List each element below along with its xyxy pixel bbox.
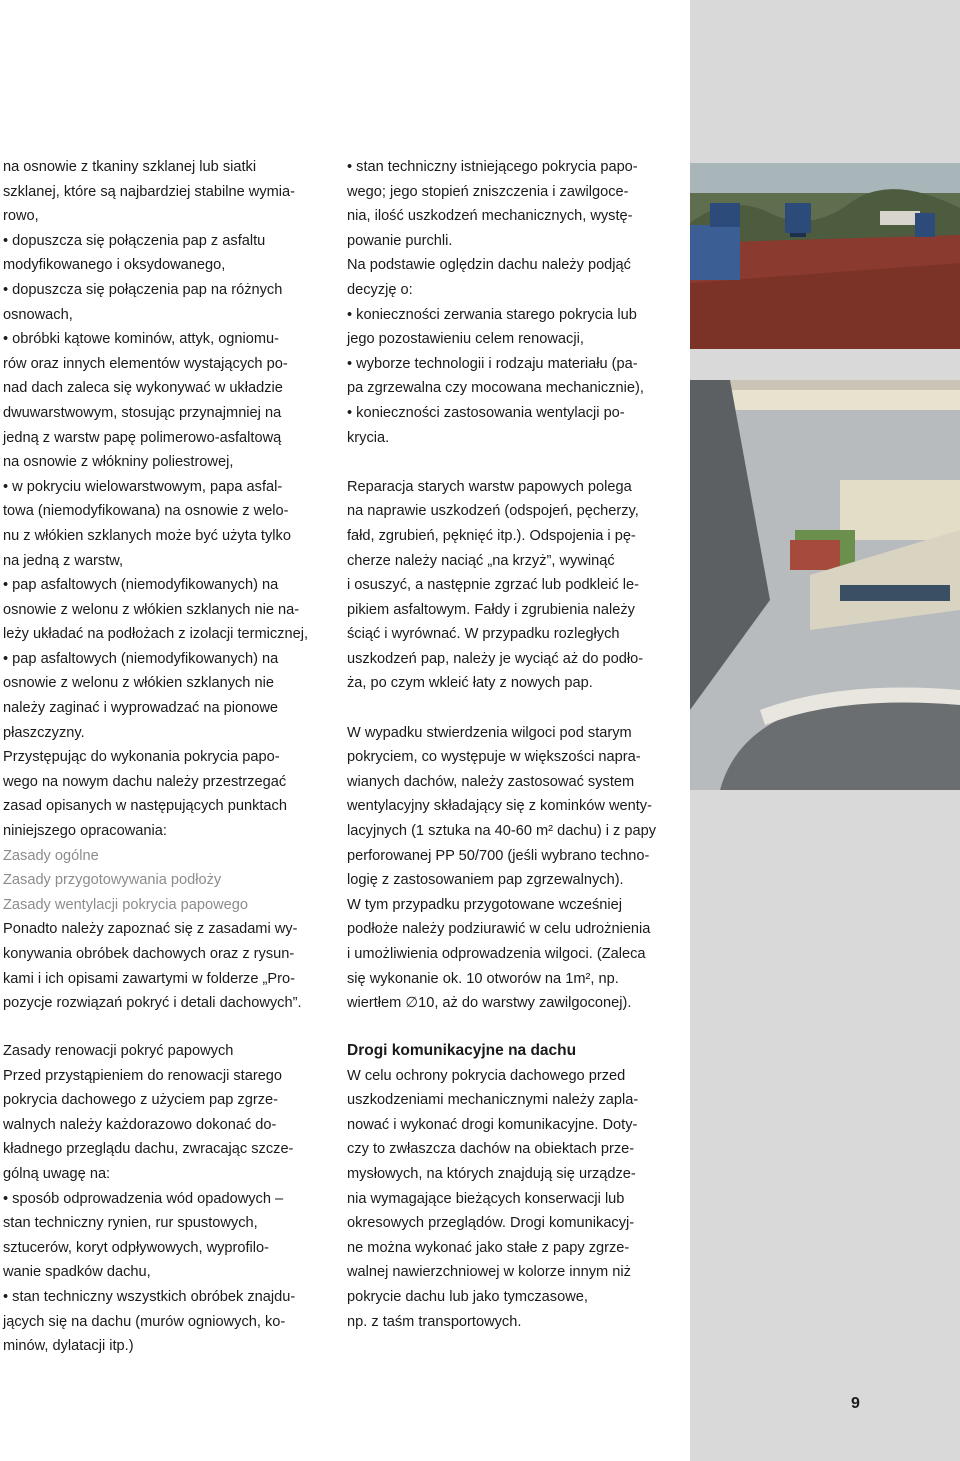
text-line: niniejszego opracowania: [3, 823, 167, 840]
text-line: wanie spadków dachu, [3, 1264, 151, 1281]
text-line: na osnowie z tkaniny szklanej lub siatki [3, 159, 257, 175]
text-line: rowo, [3, 208, 39, 225]
text-line: nia wymagające bieżących konserwacji lub [347, 1190, 625, 1207]
text-line: perforowanej PP 50/700 (jeśli wybrano techno- [347, 847, 650, 864]
text-line: jedną z warstw papę polimerowo-asfaltową [3, 429, 282, 446]
text-line: konywania obróbek dachowych oraz z rysun- [3, 946, 295, 962]
text-line: rów oraz innych elementów wystających po- [3, 355, 288, 372]
text-line: • stan techniczny wszystkich obróbek znajdu- [3, 1288, 296, 1305]
roof-vents-photo [690, 163, 960, 349]
text-line: na jedną z warstw, [3, 552, 124, 569]
text-line: walnych należy każdorazowo dokonać do- [3, 1116, 277, 1133]
text-line: lacyjnych (1 sztuka na 40-60 m² dachu) i z papy [347, 823, 657, 840]
text-line: nować i wykonać drogi komunikacyjne. Doty- [347, 1116, 638, 1133]
text-line: pa zgrzewalna czy mocowana mechanicznie), [347, 380, 644, 397]
text-line: osnowie z welonu z włókien szklanych nie [3, 675, 274, 692]
text-line: jego pozostawieniu celem renowacji, [347, 331, 584, 348]
text-line: dwuwarstwowym, stosując przynajmniej na [3, 404, 282, 421]
text-line: towa (niemodyfikowana) na osnowie z welo- [3, 503, 289, 520]
text-line: • stan techniczny istniejącego pokrycia papo- [347, 159, 638, 175]
text-line: W wypadku stwierdzenia wilgoci pod starym [347, 724, 632, 741]
text-line: • pap asfaltowych (niemodyfikowanych) na [3, 650, 279, 667]
text-line: pokryciem, co występuje w większości napra- [347, 749, 641, 766]
text-line: na naprawie uszkodzeń (odspojeń, pęcherzy, [347, 503, 639, 520]
text-line: mysłowych, na których znajdują się urządze- [347, 1165, 636, 1182]
text-line: np. z taśm transportowych. [347, 1313, 522, 1330]
text-line: • konieczności zerwania starego pokrycia lub [347, 306, 637, 323]
text-line: należy zaginać i wyprowadzać na pionowe [3, 700, 279, 717]
text-line: podłoże należy podziurawić w celu udrożnienia [347, 921, 651, 938]
text-line: Na podstawie oględzin dachu należy podjąć [347, 257, 631, 274]
text-line: uszkodzeniami mechanicznymi należy zapla- [347, 1092, 639, 1109]
text-line: okresowych przeglądów. Drogi komunikacyj- [347, 1215, 635, 1232]
text-line: płaszczyzny. [3, 724, 85, 741]
section-link: Zasady ogólne [3, 847, 99, 864]
text-line: • w pokryciu wielowarstwowym, papa asfal- [3, 478, 283, 495]
text-line: • obróbki kątowe kominów, attyk, ogniomu- [3, 331, 280, 348]
text-line: jących się na dachu (murów ogniowych, ko- [3, 1313, 286, 1330]
text-line: sztucerów, koryt odpływowych, wyprofilo- [3, 1239, 270, 1256]
text-line: wego; jego stopień zniszczenia i zawilgoce- [347, 183, 629, 200]
text-line: wianych dachów, należy zastosować system [347, 773, 635, 790]
text-line: logię z zastosowaniem pap zgrzewalnych). [347, 872, 624, 889]
text-line: wiertłem ∅10, aż do warstwy zawilgoconej). [347, 995, 632, 1012]
section-heading-walkways: Drogi komunikacyjne na dachu [347, 1042, 577, 1059]
text-line: Reparacja starych warstw papowych polega [347, 478, 632, 495]
text-line: wentylacyjny składający się z kominków wenty- [347, 798, 652, 815]
text-line: nu z włókien szklanych może być użyta tylko [3, 527, 291, 544]
courtyard-roof-photo [690, 380, 960, 790]
text-line: osnowie z welonu z włókien szklanych nie na- [3, 601, 300, 618]
text-line: stan techniczny rynien, rur spustowych, [3, 1215, 258, 1232]
text-line: fałd, zgrubień, pęknięć itp.). Odspojenia i pę- [347, 527, 636, 544]
text-line: czy to zwłaszcza dachów na obiektach prze- [347, 1141, 635, 1158]
column-2-walkways-section [347, 1039, 679, 1334]
text-line: pikiem asfaltowym. Fałdy i zgrubienia należy [347, 601, 635, 618]
text-line: Przystępując do wykonania pokrycia papo- [3, 749, 280, 766]
text-line: ne można wykonać jako stałe z papy zgrze- [347, 1239, 630, 1256]
text-line: zasad opisanych w następujących punktach [3, 798, 287, 815]
text-line: walnej nawierzchniowej w kolorze innym niż [347, 1264, 631, 1281]
page-number: 9 [851, 1395, 860, 1412]
text-line: uszkodzeń pap, należy je wyciąć aż do podło- [347, 650, 644, 667]
text-line: kładnego przeglądu dachu, zwracając szcze- [3, 1141, 294, 1158]
text-line: pozycje rozwiązań pokryć i detali dachowych”. [3, 995, 302, 1012]
text-line: • dopuszcza się połączenia pap na różnych [3, 281, 283, 298]
section-link: Zasady wentylacji pokrycia papowego [3, 896, 248, 913]
text-line: • dopuszcza się połączenia pap z asfaltu [3, 232, 266, 249]
text-line: gólną uwagę na: [3, 1165, 111, 1182]
text-line: nia, ilość uszkodzeń mechanicznych, wystę- [347, 208, 633, 225]
text-line: ża, po czym wkleić łaty z nowych pap. [347, 675, 593, 692]
text-line: W celu ochrony pokrycia dachowego przed [347, 1067, 626, 1084]
text-line: Przed przystąpieniem do renowacji starego [3, 1067, 283, 1084]
text-line: decyzję o: [347, 281, 413, 298]
text-line: osnowach, [3, 306, 73, 323]
text-line: cherze należy naciąć „na krzyż”, wywinąć [347, 552, 615, 569]
text-line: wego na nowym dachu należy przestrzegać [3, 773, 287, 790]
text-line: • sposób odprowadzenia wód opadowych – [3, 1190, 284, 1207]
text-line: pokrycia dachowego z użyciem pap zgrze- [3, 1092, 278, 1109]
text-line: szklanej, które są najbardziej stabilne wymia- [3, 183, 296, 200]
text-line: • pap asfaltowych (niemodyfikowanych) na [3, 577, 279, 594]
text-line: kami i ich opisami zawartymi w folderze „Pro- [3, 970, 295, 987]
column-1 [3, 155, 325, 1016]
text-line: ściąć i wyrównać. W przypadku rozległych [347, 626, 620, 643]
text-line: • konieczności zastosowania wentylacji po- [347, 404, 625, 421]
text-line: krycia. [347, 429, 390, 446]
text-line: W tym przypadku przygotowane wcześniej [347, 896, 622, 913]
text-line: leży układać na podłożach z izolacji termicznej, [3, 626, 308, 643]
text-line: minów, dylatacji itp.) [3, 1338, 134, 1355]
text-line: nad dach zaleca się wykonywać w układzie [3, 380, 283, 397]
section-heading-renovation: Zasady renowacji pokryć papowych [3, 1043, 234, 1059]
text-line: na osnowie z włókniny poliestrowej, [3, 454, 234, 471]
text-line: i umożliwienia odprowadzenia wilgoci. (Zaleca [347, 946, 646, 962]
text-line: pokrycie dachu lub jako tymczasowe, [347, 1288, 588, 1305]
text-line: Ponadto należy zapoznać się z zasadami wy- [3, 921, 298, 938]
text-line: się wykonanie ok. 10 otworów na 1m², np. [347, 970, 619, 987]
text-line: modyfikowanego i oksydowanego, [3, 257, 226, 274]
column-1-renovation-section [3, 1039, 325, 1359]
text-line: • wyborze technologii i rodzaju materiału (pa- [347, 355, 638, 372]
text-line: powanie purchli. [347, 232, 453, 249]
column-2 [347, 155, 679, 1016]
section-link: Zasady przygotowywania podłoży [3, 872, 222, 889]
text-line: i osuszyć, a następnie zgrzać lub podkleić le- [347, 577, 640, 594]
